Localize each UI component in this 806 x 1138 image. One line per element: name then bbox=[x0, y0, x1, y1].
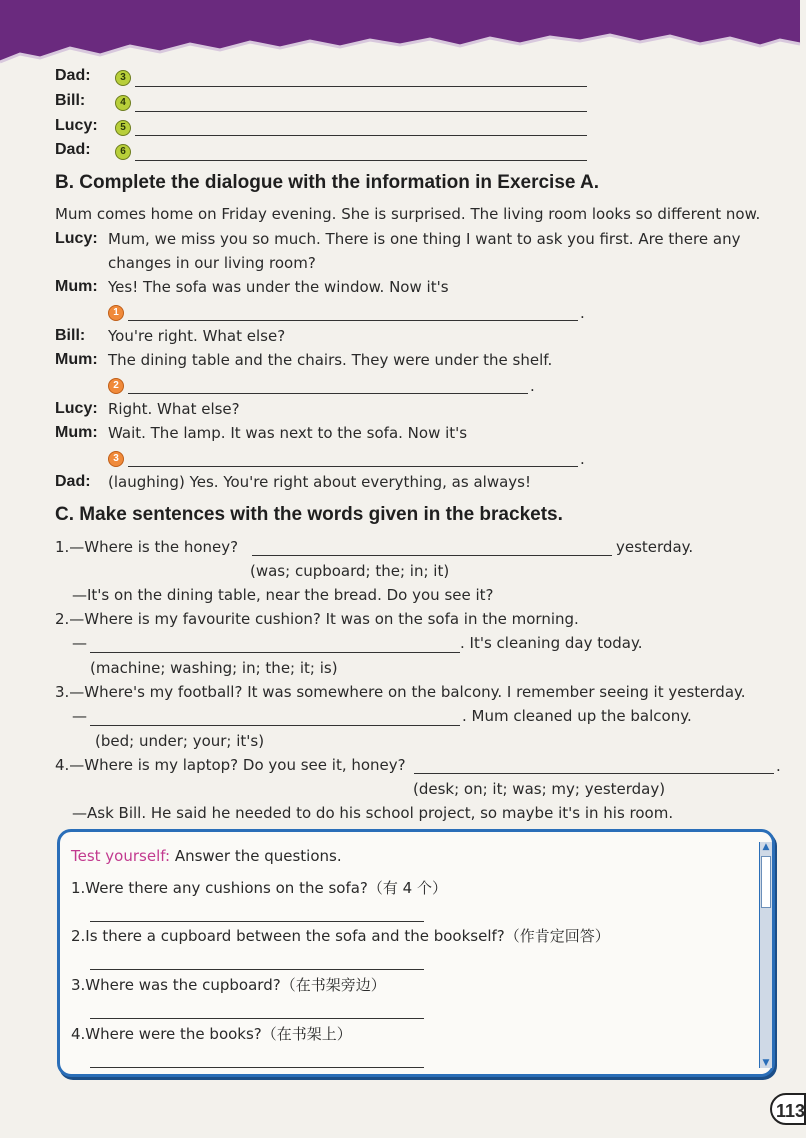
blank-number-badge: 6 bbox=[115, 144, 131, 160]
speaker-label: Mum: bbox=[55, 278, 98, 295]
dialogue-text: Right. What else? bbox=[108, 400, 240, 418]
scroll-down-arrow-icon[interactable]: ▼ bbox=[762, 1058, 770, 1068]
dialogue-text: You're right. What else? bbox=[108, 327, 286, 345]
speaker-label: Lucy: bbox=[55, 400, 98, 417]
question-tail: yesterday. bbox=[616, 538, 694, 556]
question-answer-text: —Ask Bill. He said he needed to do his school project, so maybe it's in his room. bbox=[72, 804, 674, 822]
test-yourself-box bbox=[57, 829, 775, 1077]
word-hint: (machine; washing; in; the; it; is) bbox=[90, 659, 338, 677]
speaker-label: Dad: bbox=[55, 67, 91, 84]
answer-blank[interactable] bbox=[252, 555, 612, 556]
answer-blank[interactable] bbox=[90, 921, 424, 922]
scroll-up-arrow-icon[interactable]: ▲ bbox=[762, 842, 770, 852]
question-prompt: 4.—Where is my laptop? Do you see it, honey? bbox=[55, 756, 406, 774]
section-c-heading: C. Make sentences with the words given in the brackets. bbox=[55, 504, 563, 525]
dialogue-text: Wait. The lamp. It was next to the sofa. Now it's bbox=[108, 424, 468, 442]
word-hint: (bed; under; your; it's) bbox=[95, 732, 265, 750]
answer-blank[interactable] bbox=[90, 1018, 424, 1019]
speaker-label: Bill: bbox=[55, 327, 86, 344]
test-yourself-instruction: Answer the questions. bbox=[170, 847, 342, 865]
question-prompt: 2.—Where is my favourite cushion? It was on the sofa in the morning. bbox=[55, 610, 579, 628]
blank-number-badge: 4 bbox=[115, 95, 131, 111]
blank-number-badge: 1 bbox=[108, 305, 124, 321]
answer-blank[interactable] bbox=[414, 773, 774, 774]
scrollbar-thumb[interactable] bbox=[761, 856, 771, 908]
question-tail: . Mum cleaned up the balcony. bbox=[462, 707, 692, 725]
period-mark: . bbox=[776, 757, 781, 775]
test-question: 1.Were there any cushions on the sofa?（有 4 个） bbox=[71, 879, 447, 897]
answer-blank[interactable] bbox=[135, 160, 587, 161]
page-number: 113 bbox=[770, 1093, 806, 1125]
dash: — bbox=[72, 634, 87, 652]
word-hint: (desk; on; it; was; my; yesterday) bbox=[413, 780, 666, 798]
test-question: 3.Where was the cupboard?（在书架旁边） bbox=[71, 976, 386, 994]
answer-blank[interactable] bbox=[128, 466, 578, 467]
question-prompt: 1.—Where is the honey? bbox=[55, 538, 239, 556]
blank-number-badge: 2 bbox=[108, 378, 124, 394]
answer-blank[interactable] bbox=[90, 969, 424, 970]
section-b-intro: Mum comes home on Friday evening. She is surprised. The living room looks so different now. bbox=[55, 205, 761, 223]
period-mark: . bbox=[580, 450, 585, 468]
word-hint: (was; cupboard; the; in; it) bbox=[250, 562, 450, 580]
answer-blank[interactable] bbox=[128, 393, 528, 394]
speaker-label: Dad: bbox=[55, 141, 91, 158]
answer-blank[interactable] bbox=[135, 135, 587, 136]
dialogue-text: (laughing) Yes. You're right about everything, as always! bbox=[108, 473, 531, 491]
section-b-heading: B. Complete the dialogue with the information in Exercise A. bbox=[55, 172, 600, 193]
speaker-label: Lucy: bbox=[55, 230, 98, 247]
dialogue-text: Yes! The sofa was under the window. Now it's bbox=[108, 278, 449, 296]
answer-blank[interactable] bbox=[128, 320, 578, 321]
question-tail: . It's cleaning day today. bbox=[460, 634, 643, 652]
blank-number-badge: 3 bbox=[115, 70, 131, 86]
answer-blank[interactable] bbox=[90, 725, 460, 726]
speaker-label: Mum: bbox=[55, 424, 98, 441]
dialogue-text: Mum, we miss you so much. There is one thing I want to ask you first. Are there any bbox=[108, 230, 741, 248]
blank-number-badge: 5 bbox=[115, 120, 131, 136]
test-question: 4.Where were the books?（在书架上） bbox=[71, 1025, 352, 1043]
speaker-label: Bill: bbox=[55, 92, 86, 109]
dialogue-text: changes in our living room? bbox=[108, 254, 316, 272]
answer-blank[interactable] bbox=[135, 86, 587, 87]
test-question: 2.Is there a cupboard between the sofa and the bookself?（作肯定回答） bbox=[71, 927, 610, 945]
answer-blank[interactable] bbox=[135, 111, 587, 112]
answer-blank[interactable] bbox=[90, 652, 460, 653]
test-yourself-header bbox=[71, 846, 342, 866]
question-answer-text: —It's on the dining table, near the bread. Do you see it? bbox=[72, 586, 494, 604]
test-yourself-label: Test yourself: bbox=[71, 847, 171, 865]
dialogue-text: The dining table and the chairs. They were under the shelf. bbox=[108, 351, 553, 369]
speaker-label: Dad: bbox=[55, 473, 91, 490]
period-mark: . bbox=[530, 377, 535, 395]
blank-number-badge: 3 bbox=[108, 451, 124, 467]
dash: — bbox=[72, 707, 87, 725]
period-mark: . bbox=[580, 304, 585, 322]
answer-blank[interactable] bbox=[90, 1067, 424, 1068]
scrollbar[interactable] bbox=[759, 842, 772, 1068]
speaker-label: Lucy: bbox=[55, 117, 98, 134]
speaker-label: Mum: bbox=[55, 351, 98, 368]
question-prompt: 3.—Where's my football? It was somewhere on the balcony. I remember seeing it yesterday. bbox=[55, 683, 746, 701]
